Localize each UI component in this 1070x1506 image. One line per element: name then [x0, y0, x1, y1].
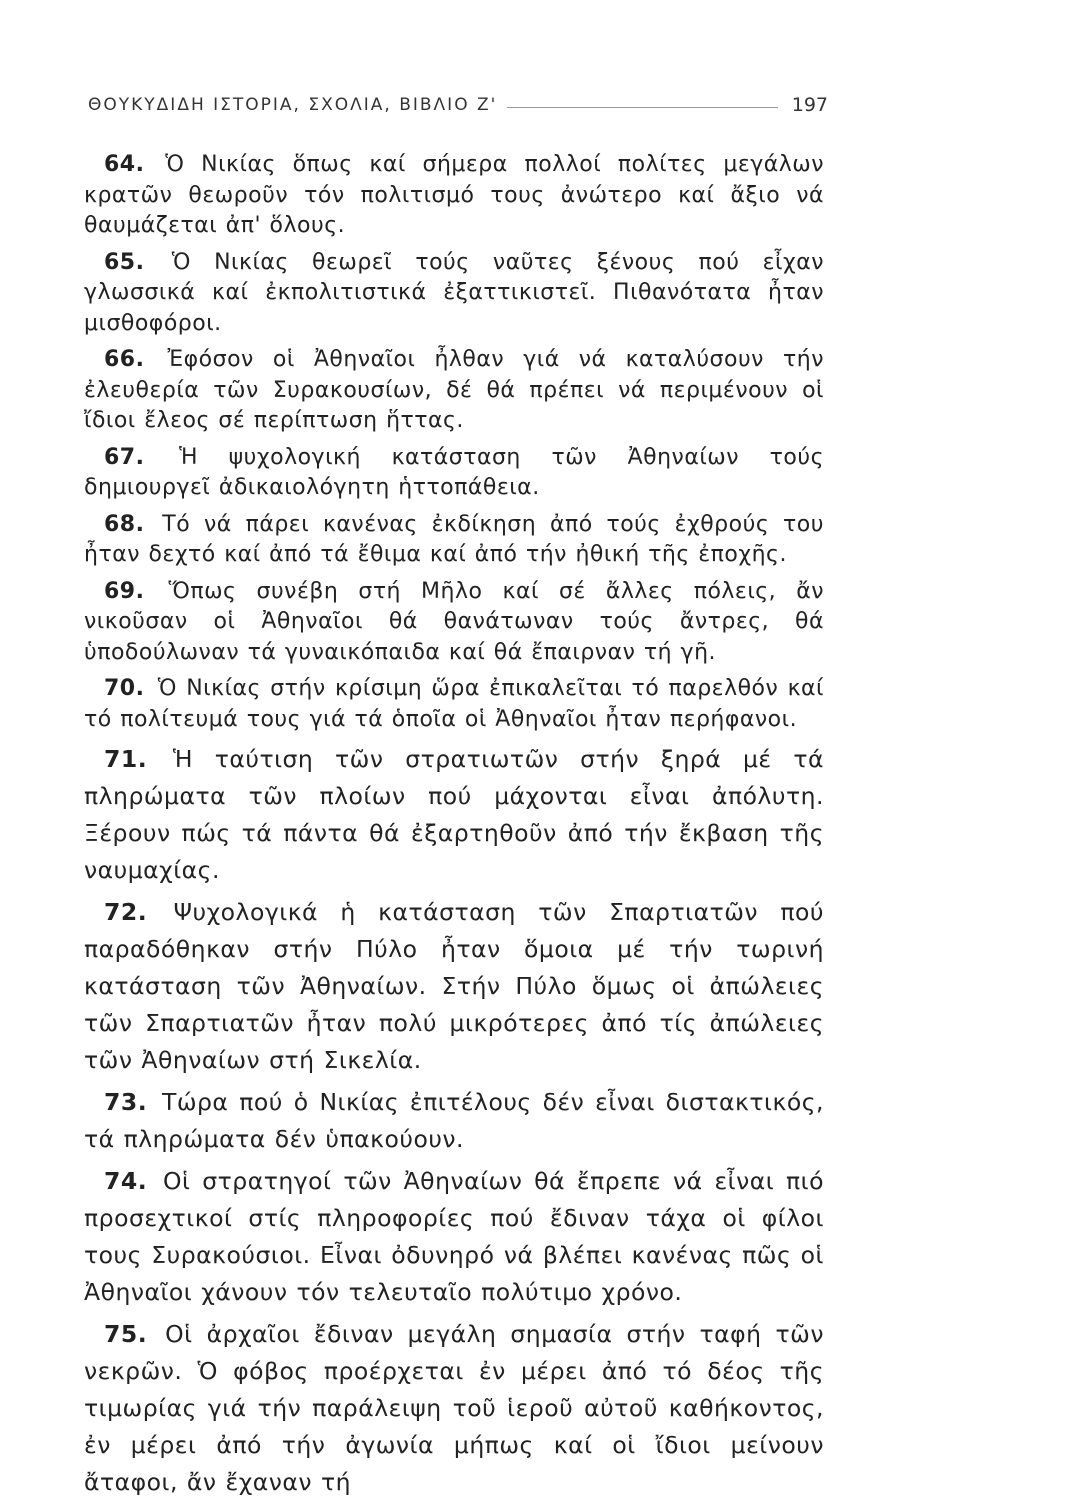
- note-text: Ψυχολογικά ἡ κατάσταση τῶν Σπαρτιατῶν πού παραδόθηκαν στήν Πύλο ἦταν ὅμοια μέ τήν τωρινή κατάσταση τῶν Ἀθηναίων. Στήν Πύλο ὅμως οἱ ἀπώλειες τῶν Σπαρτιατῶν ἦταν πολύ μικρότερες ἀπό τίς ἀπώλειες τῶν Ἀθηναίων στή Σικελία.: [84, 898, 824, 1074]
- note-74: [84, 1163, 824, 1311]
- note-text: Τό νά πάρει κανένας ἐκδίκηση ἀπό τούς ἐχθρούς του ἦταν δεχτό καί ἀπό τά ἔθιμα καί ἀπό τήν ἠθική τῆς ἐποχῆς.: [84, 511, 824, 567]
- note-number: 74.: [104, 1167, 148, 1195]
- note-number: 75.: [104, 1320, 148, 1348]
- note-70: [84, 674, 824, 735]
- note-number: 69.: [104, 578, 145, 604]
- note-text: Οἱ στρατηγοί τῶν Ἀθηναίων θά ἔπρεπε νά εἶναι πιό προσεχτικοί στίς πληροφορίες πού ἔδιναν τάχα οἱ φίλοι τους Συρακούσιοι. Εἶναι ὀδυνηρό νά βλέπει κανένας πῶς οἱ Ἀθηναῖοι χάνουν τόν τελευταῖο πολύτιμο χρόνο.: [84, 1167, 824, 1306]
- note-text: Ὁ Νικίας στήν κρίσιμη ὥρα ἐπικαλεῖται τό παρελθόν καί τό πολίτευμά τους γιά τά ὁποῖα οἱ Ἀθηναῖοι ἦταν περήφανοι.: [84, 676, 825, 732]
- note-text: Ὁ Νικίας θεωρεῖ τούς ναῦτες ξένους πού εἶχαν γλωσσικά καί ἐκπολιτιστικά ἐξαττικιστεῖ. Πιθανότατα ἦταν μισθοφόροι.: [84, 249, 824, 336]
- note-number: 64.: [104, 152, 145, 177]
- note-number: 72.: [104, 898, 148, 926]
- note-73: [84, 1084, 824, 1158]
- note-number: 68.: [104, 511, 145, 537]
- note-number: 71.: [104, 745, 148, 773]
- header-rule: [507, 107, 777, 108]
- note-number: 67.: [104, 444, 145, 470]
- note-number: 66.: [104, 347, 145, 372]
- note-71: [84, 741, 824, 889]
- note-67: [84, 443, 824, 504]
- note-number: 70.: [104, 676, 145, 701]
- note-66: [84, 345, 824, 437]
- note-text: Ὁ Νικίας ὅπως καί σήμερα πολλοί πολίτες μεγάλων κρατῶν θεωροῦν τόν πολιτισμό τους ἀνώτερο καί ἄξιο νά θαυμάζεται ἀπ' ὅλους.: [84, 152, 824, 238]
- notes-body: [84, 150, 824, 1506]
- note-75: [84, 1316, 824, 1501]
- running-title: ΘΟΥΚΥΔΙΔΗ ΙΣΤΟΡΙΑ, ΣΧΟΛΙΑ, ΒΙΒΛΙΟ Ζ': [88, 95, 498, 115]
- note-text: Ἐφόσον οἱ Ἀθηναῖοι ἦλθαν γιά νά καταλύσουν τήν ἐλευθερία τῶν Συρακουσίων, δέ θά πρέπει νά περιμένουν οἱ ἴδιοι ἔλεος σέ περίπτωση ἥττας.: [84, 347, 824, 433]
- running-header: [88, 88, 828, 122]
- note-text: Οἱ ἀρχαῖοι ἔδιναν μεγάλη σημασία στήν ταφή τῶν νεκρῶν. Ὁ φόβος προέρχεται ἐν μέρει ἀπό τό δέος τῆς τιμωρίας γιά τήν παράλειψη τοῦ ἱεροῦ αὐτοῦ καθήκοντος, ἐν μέρει ἀπό τήν ἀγωνία μήπως καί οἱ ἴδιοι μείνουν ἄταφοι, ἄν ἔχαναν τή: [84, 1320, 824, 1496]
- note-65: [84, 248, 824, 340]
- note-number: 73.: [104, 1088, 148, 1116]
- note-text: Τώρα πού ὁ Νικίας ἐπιτέλους δέν εἶναι διστακτικός, τά πληρώματα δέν ὑπακούουν.: [84, 1088, 824, 1153]
- note-69: [84, 577, 824, 669]
- note-64: [84, 150, 824, 242]
- note-72: [84, 894, 824, 1079]
- note-text: Ἡ ψυχολογική κατάσταση τῶν Ἀθηναίων τούς δημιουργεῖ ἀδικαιολόγητη ἡττοπάθεια.: [84, 444, 825, 500]
- note-number: 65.: [104, 249, 145, 275]
- page-number: 197: [791, 94, 828, 116]
- note-text: Ἡ ταύτιση τῶν στρατιωτῶν στήν ξηρά μέ τά πληρώματα τῶν πλοίων πού μάχονται εἶναι ἀπόλυτη. Ξέρουν πώς τά πάντα θά ἐξαρτηθοῦν ἀπό τήν ἔκβαση τῆς ναυμαχίας.: [84, 745, 824, 884]
- note-text: Ὅπως συνέβη στή Μῆλο καί σέ ἄλλες πόλεις, ἄν νικοῦσαν οἱ Ἀθηναῖοι θά θανάτωναν τούς ἄντρες, θά ὑποδούλωναν τά γυναικόπαιδα καί θά ἔπαιρναν τή γῆ.: [84, 578, 824, 665]
- note-68: [84, 510, 824, 571]
